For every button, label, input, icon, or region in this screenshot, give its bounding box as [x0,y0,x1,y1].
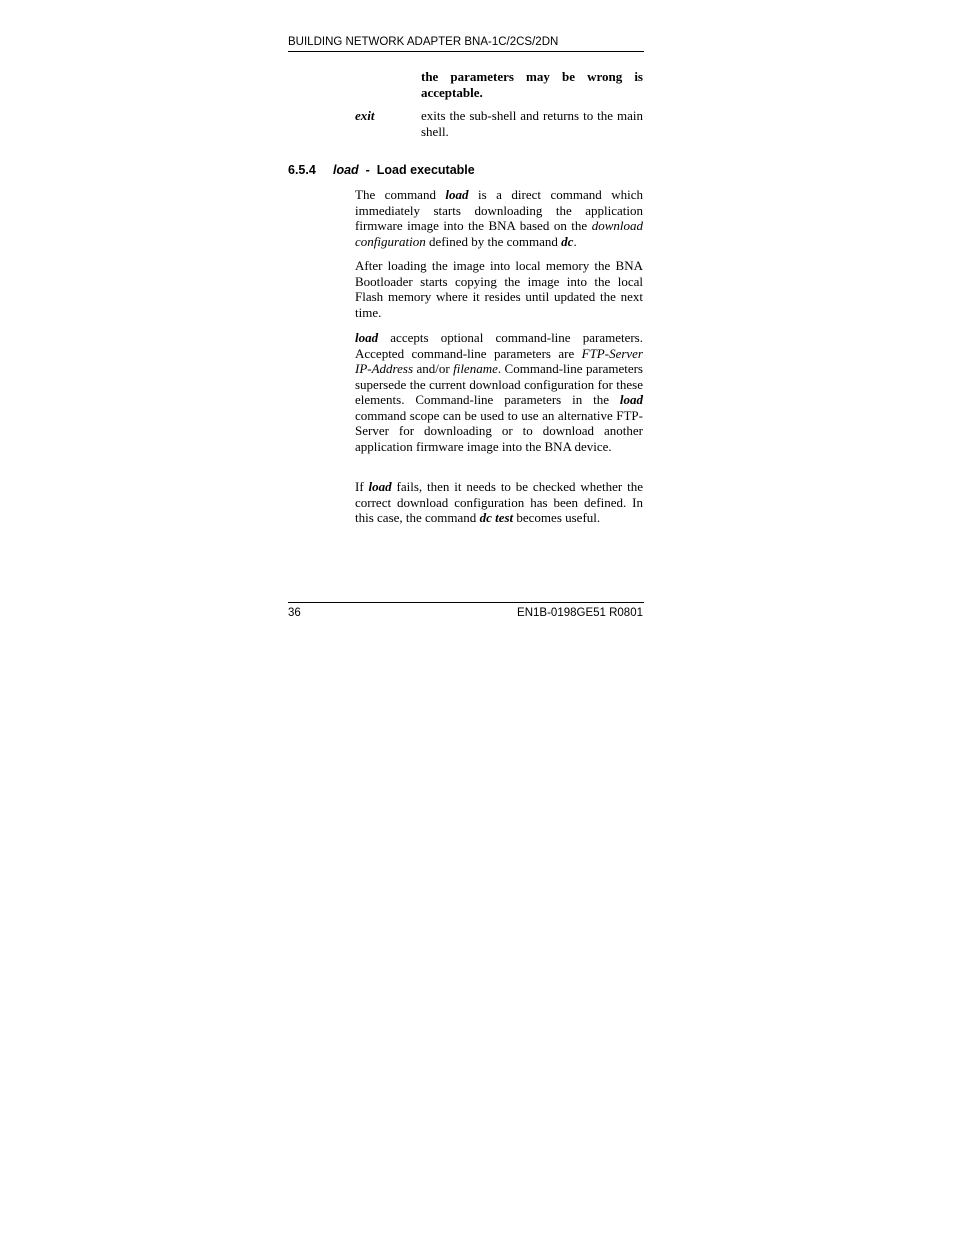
document-id: EN1B-0198GE51 R0801 [517,607,643,619]
command-load: load [368,479,392,494]
text-run: . [573,233,577,249]
text-run: . Command-line parameters supersede the current download configuration for these elements. Command-line parameters in the [355,361,643,407]
paragraph-2: After loading the image into local memory the BNA Bootloader starts copying the image into the local Flash memory where it resides until updated the next time. [355,258,643,320]
command-dc: dc [561,233,574,249]
section-title: Load executable [376,163,475,177]
section-heading [288,162,475,178]
term-ftp-server-ip: FTP-Server IP-Address [355,345,643,376]
header-title: BUILDING NETWORK ADAPTER BNA-1C/2CS/2DN [288,36,559,48]
text-run: If [355,479,369,494]
page-footer [288,602,644,621]
term-download-configuration: download configuration [355,218,643,249]
text-run: accepts optional command-line parameters. Accepted command-line parameters are [355,330,643,361]
command-load: load [445,187,469,202]
page-number: 36 [288,607,301,619]
section-command: load [333,163,359,177]
text-run: and/or [413,361,454,376]
command-load: load [355,330,379,345]
previous-definition-description: the parameters may be wrong is acceptable. [421,69,643,100]
text-run: becomes useful. [513,510,601,525]
text-run: fails, then it needs to be checked whether the correct download configuration has been defined. In this case, the command [355,479,643,525]
command-dc-test: dc test [479,510,514,525]
term-filename: filename [453,361,498,376]
paragraph-3 [355,330,643,454]
paragraph-4 [355,479,643,526]
page-header [288,34,644,52]
exit-term: exit [355,108,375,123]
text-run: command scope can be used to use an alternative FTP-Server for downloading or to download another application firmware image into the BNA device. [355,407,643,454]
text-run: is a direct command which immediately starts downloading the application firmware image into the BNA based on the [355,187,643,233]
text-run: defined by the command [425,233,562,249]
section-separator: - [365,163,370,177]
command-load: load [619,392,643,407]
section-number: 6.5.4 [288,163,316,177]
exit-description: exits the sub-shell and returns to the main shell. [421,108,643,139]
text-run: The command [355,187,446,202]
paragraph-1 [355,187,643,249]
